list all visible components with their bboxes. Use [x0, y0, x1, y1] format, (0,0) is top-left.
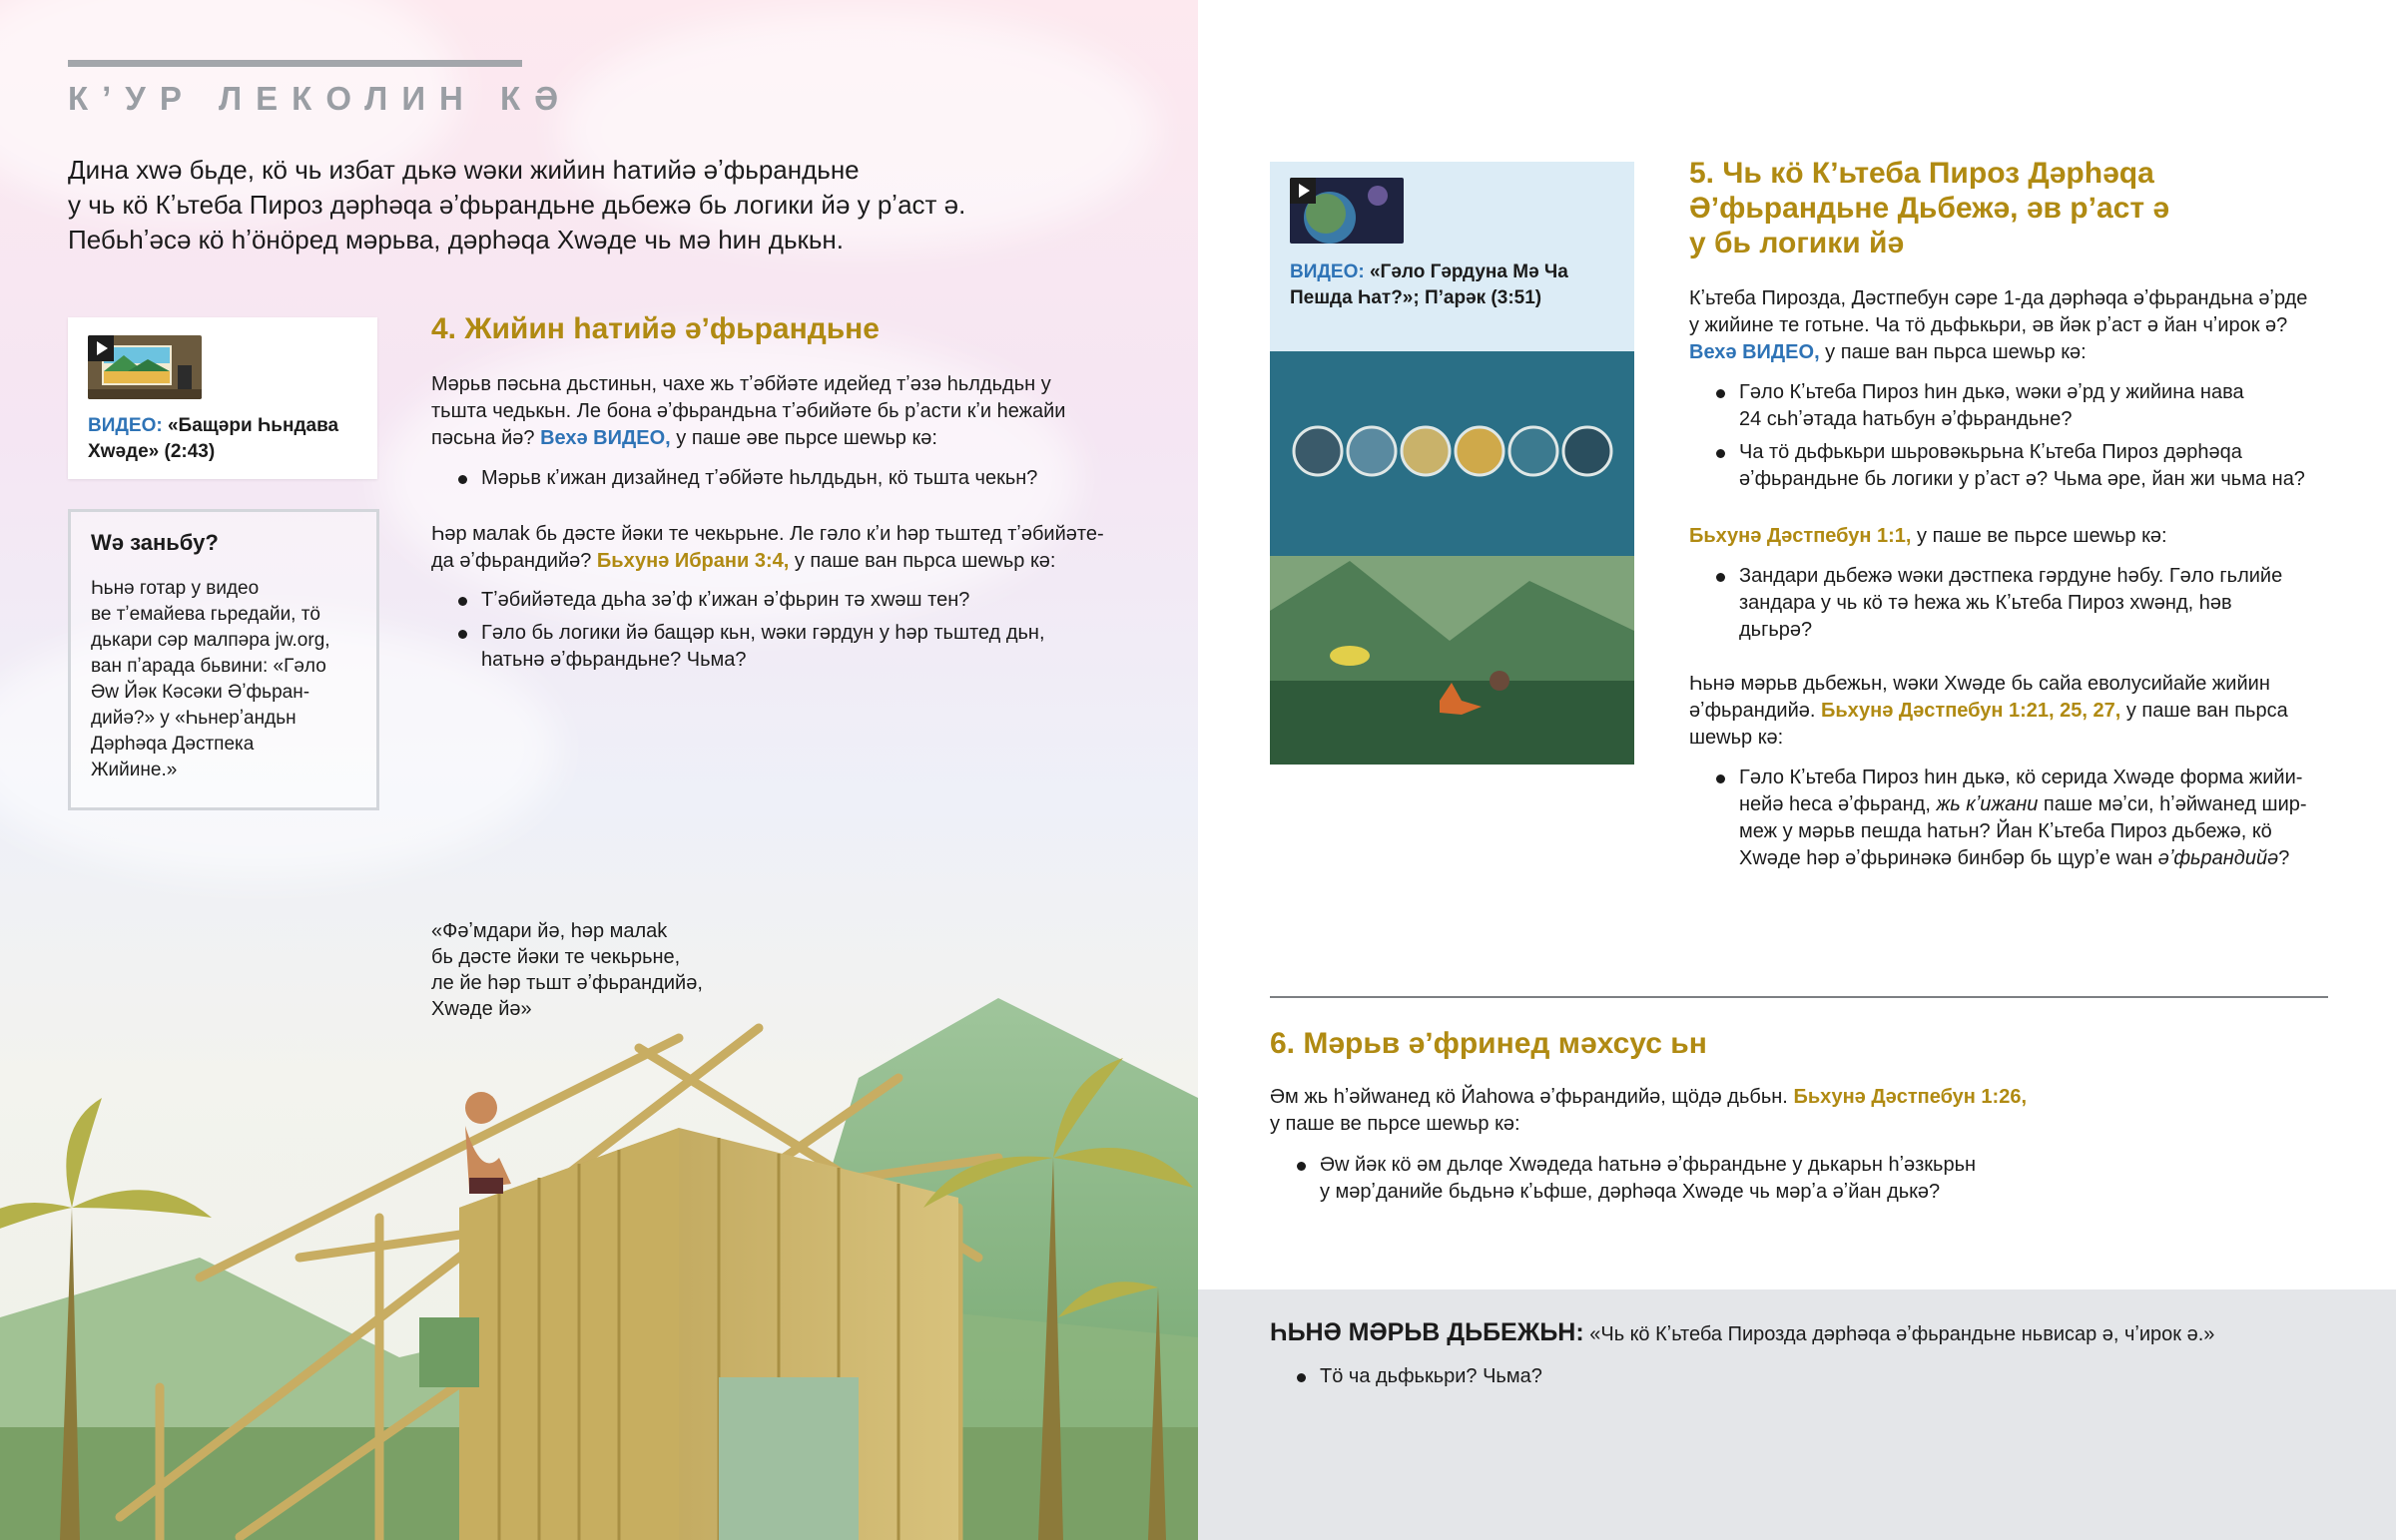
- text-line: Гәло Кʼьтеба Пироз һин дькә, wәки әʼрд у жийина нава: [1739, 381, 2244, 403]
- summary-bullets: [1294, 1363, 2192, 1396]
- section-divider: [1270, 996, 2328, 998]
- bullet-item: [1713, 379, 2372, 433]
- bullet-item: [1713, 563, 2372, 644]
- video-title: «Гәло Гәрдуна Мә Ча: [1364, 261, 1568, 282]
- question-5-bullets-1: [1713, 379, 2372, 499]
- summary-band: [1198, 1289, 2396, 1540]
- question-4-bullets-2: [455, 587, 1134, 680]
- illustration-bamboo-house: [0, 958, 1198, 1540]
- text-line: меж у мәрьв пешда һатьн? Йан Кʼьтеба Пироз дьбежә, кӧ: [1739, 820, 2272, 842]
- heading-line: 5. Чь кӧ Кʼьтеба Пироз Дәрһәqа: [1689, 157, 2154, 190]
- creation-days-illustration: [1270, 351, 1634, 765]
- video-thumbnail[interactable]: [88, 335, 202, 399]
- text-line: дьгьрә?: [1739, 619, 1813, 641]
- text-line: Кʼьтеба Пирозда, Дәстпебун сәре 1-да дәрһәqа әʼфьрандьна әʼрде: [1689, 287, 2308, 309]
- question-4-heading: 4. Жийин һатийә әʼфьрандьне: [431, 312, 880, 345]
- heading-line: Әʼфьрандьне Дьбежә, әв рʼаст ә: [1689, 192, 2170, 225]
- text-line: у мәрʼданийе бьдьнә кʼьфше, дәрһәqа Хwәде чь мәрʼа әʼйан дькә?: [1320, 1181, 1941, 1203]
- question-5-paragraph-3: [1689, 671, 2368, 752]
- text-span: у паше ван пьрса: [2120, 700, 2288, 722]
- bullet-item: Тӧ ча дьфькьри? Чьма?: [1294, 1363, 2192, 1390]
- text-line: Мәрьв пәсьна дьстиньн, чахе жь тʼәбйәте идейед тʼәзә һьлдьдьн у: [431, 373, 1051, 395]
- section-title: КʼУР ЛЕКОЛИН КӘ: [68, 80, 573, 117]
- play-icon[interactable]: [88, 335, 114, 361]
- intro-line: у чь кӧ Кʼьтеба Пироз дәрһәqа әʼфьрандьне дьбежә бь логики йә у рʼаст ә.: [68, 190, 966, 220]
- note-line: ван пʼарада бьвини: «Гәло: [91, 656, 326, 677]
- video-label[interactable]: [1290, 259, 1568, 311]
- text-span: у паше әве пьрсе шеwьр кә:: [670, 427, 937, 449]
- text-emphasis: әʼфьрандийә: [2157, 847, 2279, 869]
- text-span: әʼфьрандийә.: [1689, 700, 1821, 722]
- text-span: Әм жь һʼәйwанед кӧ Йаһоwа әʼфьрандийә, щӧдә дьбьн.: [1270, 1086, 1794, 1108]
- scripture-link[interactable]: Бьхунә Дәстпебун 1:26,: [1793, 1086, 2028, 1108]
- text-span: Хwәде һәр әʼфьринәкә бинбәр бь щурʼе wан: [1739, 847, 2158, 869]
- question-5-paragraph: [1689, 285, 2368, 366]
- summary-line: [1270, 1317, 2368, 1349]
- text-span: пәсьна йә?: [431, 427, 535, 449]
- text-span: у паше ван пьрса шеwьр кә:: [789, 550, 1056, 572]
- text-span: ?: [2278, 847, 2290, 869]
- quote-line: ле йе һәр тьшт әʼфьрандийә,: [431, 972, 703, 994]
- note-line: дийә?» у «Һьнерʼандьн: [91, 708, 297, 729]
- text-line: Әw йәк кӧ әм дьлqе Хwәдеда һатьнә әʼфьрандьне у дькарьн һʼәзкьрьн: [1320, 1154, 1977, 1176]
- play-icon[interactable]: [1290, 178, 1316, 204]
- text-line: 24 сьһʼәтада һатьбун әʼфьрандьне?: [1739, 408, 2073, 430]
- text-line: Ча тӧ дьфькьри шьровәкьрьна Кʼьтеба Пироз дәрһәqа: [1739, 441, 2242, 463]
- question-4-paragraph-2: [431, 521, 1150, 575]
- text-span: нейә һеса әʼфьранд,: [1739, 793, 1937, 815]
- text-line: Һьнә мәрьв дьбежьн, wәки Хwәде бь сайа еволусийайе жийин: [1689, 673, 2270, 695]
- intro-line: Пебьһʼәсә кӧ һʼӧнӧред мәрьва, дәрһәqа Хwәде чь мә һин дькьн.: [68, 225, 845, 255]
- note-line: ве тʼемайева гьредайи, тӧ: [91, 604, 321, 625]
- video-label[interactable]: [88, 413, 338, 465]
- text-line: Һәр малаk бь дәсте йәки те чекьрьне. Ле гәло кʼи һәр тьштед тʼәбийәте-: [431, 523, 1104, 545]
- video-card-with-illustration[interactable]: [1270, 162, 1634, 765]
- bullet-item: [1713, 765, 2372, 872]
- text-line: Гәло Кʼьтеба Пироз һин дькә, кӧ серида Хwәде форма жийи-: [1739, 767, 2303, 788]
- summary-title: ҺЬНӘ МӘРЬВ ДЬБЕЖЬН:: [1270, 1318, 1584, 1346]
- text-line: шеwьр кә:: [1689, 727, 1784, 749]
- question-4-paragraph: [431, 371, 1130, 452]
- intro-paragraph: [68, 153, 1116, 257]
- quote-line: бь дәсте йәки те чекьрьне,: [431, 946, 681, 968]
- note-body: [91, 576, 370, 783]
- bullet-item: [1294, 1152, 2292, 1206]
- note-line: Жийине.»: [91, 760, 178, 780]
- bullet-item: Мәрьв кʼижан дизайнед тʼәбйәте һьлдьдьн, кӧ тьшта чекьн?: [455, 465, 1134, 492]
- open-video-link[interactable]: Вехә ВИДЕО,: [540, 427, 671, 449]
- note-line: Дәрһәqа Дәстпека: [91, 734, 255, 755]
- question-6-heading: 6. Мәрьв әʼфринед мәхсус ьн: [1270, 1027, 1707, 1060]
- text-line: зандара у чь кӧ тә һежа жь Кʼьтеба Пироз хwәнд, һәв: [1739, 592, 2232, 614]
- bullet-item: [1713, 439, 2372, 493]
- quote-line: «Фәʼмдари йә, һәр малаk: [431, 920, 668, 942]
- bullet-item: Тʼәбийәтеда дьһа зәʼф кʼижан әʼфьрин тә хwәш тен?: [455, 587, 1134, 614]
- note-line: Әw Йәк Кәсәки Әʼфьран-: [91, 682, 310, 703]
- bullet-item: [455, 620, 1134, 674]
- video-title-cont: Пешда Һат?»; Пʼарәк (3:51): [1290, 287, 1542, 308]
- text-span: паше мәʼси, һʼәйwанед шир-: [2038, 793, 2307, 815]
- text-emphasis: жь кʼижани: [1936, 793, 2039, 815]
- text-line: һатьнә әʼфьрандьне? Чьма?: [481, 649, 747, 671]
- scripture-link[interactable]: Бьхунә Ибрани 3:4,: [596, 550, 790, 572]
- video-title: «Бащәри Һьндава: [167, 415, 339, 436]
- scripture-link[interactable]: Бьхунә Дәстпебун 1:1,: [1689, 525, 1912, 547]
- scripture-link[interactable]: Бьхунә Дәстпебун 1:21, 25, 27,: [1820, 700, 2121, 722]
- text-line: тьшта чедькьн. Ле бона әʼфьрандьна тʼәбийәте бь рʼасти кʼи һежайи: [431, 400, 1066, 422]
- note-line: Һьнә готар у видео: [91, 578, 260, 599]
- quote-line: Хwәде йә»: [431, 998, 532, 1020]
- question-5-paragraph-2: [1689, 523, 2368, 550]
- right-page: [1198, 0, 2396, 1540]
- open-video-link[interactable]: Вехә ВИДЕО,: [1689, 341, 1820, 363]
- intro-line: Дина хwә бьде, кӧ чь избат дькә wәки жийин һатийә әʼфьрандьне: [68, 155, 860, 185]
- question-5-bullets-3: [1713, 765, 2372, 878]
- note-title: Wә заньбу?: [91, 530, 219, 555]
- question-5-heading: [1689, 156, 2248, 260]
- heading-line: у бь логики йә: [1689, 227, 1905, 259]
- text-line: Гәло бь логики йә бащәр кьн, wәки гәрдун у һәр тьштед дьн,: [481, 622, 1045, 644]
- question-5-bullets-2: [1713, 563, 2372, 650]
- text-line: у паше ве пьрсе шеwьр кә:: [1270, 1113, 1520, 1135]
- question-6-bullets: [1294, 1152, 2292, 1212]
- question-6-paragraph: [1270, 1084, 2348, 1138]
- text-line: у жийине те готьне. Ча тӧ дьфькьри, әв йәк рʼаст ә йан чʼирок ә?: [1689, 314, 2288, 336]
- note-box: [68, 509, 379, 810]
- video-title-cont: Хwәде» (2:43): [88, 441, 216, 462]
- text-line: Зандари дьбежә wәки дәстпека гәрдуне һәбу. Гәло гьлийе: [1739, 565, 2283, 587]
- section-top-rule: [68, 60, 522, 67]
- note-line: дькари сәр малпәра jw.org,: [91, 630, 330, 651]
- question-4-bullets-1: [455, 465, 1134, 498]
- video-card[interactable]: [68, 317, 377, 479]
- text-span: у паше ван пьрса шеwьр кә:: [1819, 341, 2087, 363]
- video-tag: ВИДЕО:: [1290, 261, 1365, 282]
- video-thumbnail[interactable]: [1290, 178, 1404, 244]
- text-span: да әʼфьрандийә?: [431, 550, 597, 572]
- text-line: әʼфьрандьне бь логики у рʼаст ә? Чьма әре, йан жи чьма на?: [1739, 468, 2305, 490]
- text-span: у паше ве пьрсе шеwьр кә:: [1911, 525, 2167, 547]
- summary-quote: «Чь кӧ Кʼьтеба Пирозда дәрһәqа әʼфьрандьне ньвисар ә, чʼирок ә.»: [1583, 1323, 2215, 1345]
- video-tag: ВИДЕО:: [88, 415, 163, 436]
